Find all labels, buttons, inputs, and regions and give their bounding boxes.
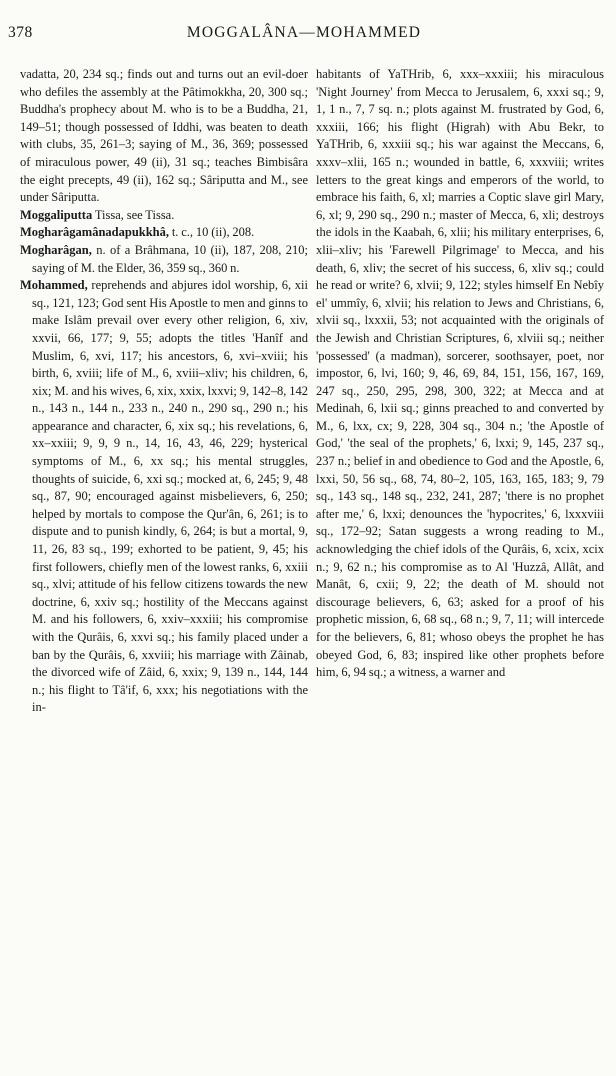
entry-text: t. c., 10 (ii), 208. [169, 225, 255, 240]
page-number: 378 [8, 24, 33, 41]
entry-text: reprehends and abjures idol worship, 6, xii sq., 121, 123; God sent His Apostle to men and ginns to make Islâm prevail over every other religion, 6, xiv, xxvii, 66, 177; 9, 55; adopts the titles 'Hanîf and Muslim, 6, xvi, 117; his ancestors, 6, xvi–xviii; his birth, 6, xviii; life of M., 6, xviii–xliv; his children, 6, xix; M. and his wives, 6, xix, xxix, lxxvi; 9, 142–8, 142 n., 143 n., 144 n., 233 n., 240 n., 290 sq., 290 n.; his appearance and character, 6, xix sq.; his revelations, 6, xx–xxiii; 9, 9, 9 n., 14, 16, 43, 46, 229; hysterical symptoms of M., 6, xx sq.; his mental struggles, thoughts of suicide, 6, xxi sq.; mocked at, 6, 245; 9, 48 sq., 87, 90; encouraged against misbelievers, 6, 250; helped by mortals to compose the Qur'ân, 6, 261; is to dispute and to punish kindly, 6, 264; is but a mortal, 9, 11, 26, 83 sq., 199; exhorted to be patient, 9, 45; his first followers, chiefly men of the lowest ranks, 6, xxiii sq., xlvi; attitude of his fellow citizens towards the new doctrine, 6, xxiv sq.; hostility of the Meccans against M. and his followers, 6, xxiv–xxxiii; his compromise with the Qurâis, 6, xxvi sq.; his family placed under a ban by the Qurâis, 6, xxviii; his marriage with Zâinab, the divorced wife of Zâid, 6, xxix; 9, 139 n., 144, 144 n.; his flight to Tâ'if, 6, xxx; his negotiations with the in- [32, 278, 308, 715]
entry-headword: Mogharâgan, [20, 242, 92, 257]
entry-headword: Moggaliputta [20, 207, 93, 222]
index-entry [20, 277, 308, 717]
continued-entry-text: habitants of YaTHrib, 6, xxx–xxxiii; his miraculous 'Night Journey' from Mecca to Jerusalem, 6, xxxi sq.; 9, 1, 1 n., 7, 7 sq. n.; plots against M. frustrated by God, 6, xxxiii, 166; his flight (Higrah) with Abu Bekr, to YaTHrib, 6, xxxiii sq.; his war against the Meccans, 6, xxxv–xlii, 165 n.; wounded in battle, 6, xxxviii; writes letters to the great kings and emperors of the world, to embrace his faith, 6, xl; marries a Coptic slave girl Mary, 6, xl; 9, 290 sq., 290 n.; master of Mecca, 6, xli; destroys the idols in the Kaabah, 6, xlii; his military enterprises, 6, xlii–xliv; his 'Farewell Pilgrimage' to Mecca, and his death, 6, xliv; the secret of his success, 6, xliv sq.; could he read or write? 6, xlvii; 9, 122; styles himself En Nebîy el' ummîy, 6, xlvii; his relation to Jews and Christians, 6, xlvii sq., lxxxii, 53; not acquainted with the originals of the Jewish and Christian Scriptures, 6, xlviii sq.; neither 'possessed' (a madman), sorcerer, soothsayer, poet, nor impostor, 6, lvi, 160; 9, 46, 69, 84, 151, 156, 167, 169, 247 sq., 250, 295, 298, 300, 322; at Mecca and at Medinah, 6, lxii sq.; ginns preached to and converted by M., 6, lxx, cx; 9, 228, 304 sq., 304 n.; 'the Apostle of God,' 'the seal of the prophets,' 6, lxxi; 9, 145, 237 sq., 237 n.; belief in and obedience to God and the Apostle, 6, lxxi, 50, 56 sq., 68, 74, 80–2, 105, 163, 165, 183; 9, 79 sq., 143 sq., 148 sq., 232, 241, 287; 'there is no prophet after me,' 6, lxxi; denounces the 'hypocrites,' 6, lxxxviii sq., 172–92; Satan suggests a wrong reading to M., acknowledging the chief idols of the Qurâis, 6, xcix, xcix n.; 9, 62 n.; his compromise as to Al 'Huzzâ, Allât, and Manât, 6, cxii; 9, 22; the death of M. should not discourage believers, 6, 63; asked for a proof of his prophetic mission, 6, 68 sq., 68 n.; 9, 7, 11; will intercede for the believers, 6, 81; whoso obeys the prophet he has obeyed God, 6, 83; inspired like other prophets before him, 6, 94 sq.; a witness, a warner and [316, 67, 604, 680]
page-header [8, 24, 600, 48]
entry-headword: Mohammed, [20, 278, 88, 293]
index-entry [20, 224, 308, 242]
index-entry [20, 242, 308, 277]
right-column [316, 66, 604, 682]
entry-text: n. of a Brâhmana, 10 (ii), 187, 208, 210; saying of M. the Elder, 36, 359 sq., 360 n. [32, 242, 308, 275]
index-entry [20, 207, 308, 225]
entry-text: Tissa, see Tissa. [92, 207, 175, 222]
running-head: MOGGALÂNA—MOHAMMED [186, 24, 422, 41]
entry-headword: Mogharâgamânadapukkhâ, [20, 225, 169, 240]
continued-entry-text: vadatta, 20, 234 sq.; finds out and turns out an evil-doer who defiles the assembly at the Pâtimokkha, 20, 300 sq.; Buddha's prophecy about M. who is to be a Buddha, 21, 149–51; though possessed of Iddhi, was beaten to death with clubs, 35, 261–3; saying of M., 36, 369; possessed of miraculous power, 49 (ii), 31 sq.; teaches Bimbisâra the eight precepts, 49 (ii), 162 sq.; Sâriputta and M., see under Sâriputta. [20, 67, 308, 205]
left-column [20, 66, 308, 717]
